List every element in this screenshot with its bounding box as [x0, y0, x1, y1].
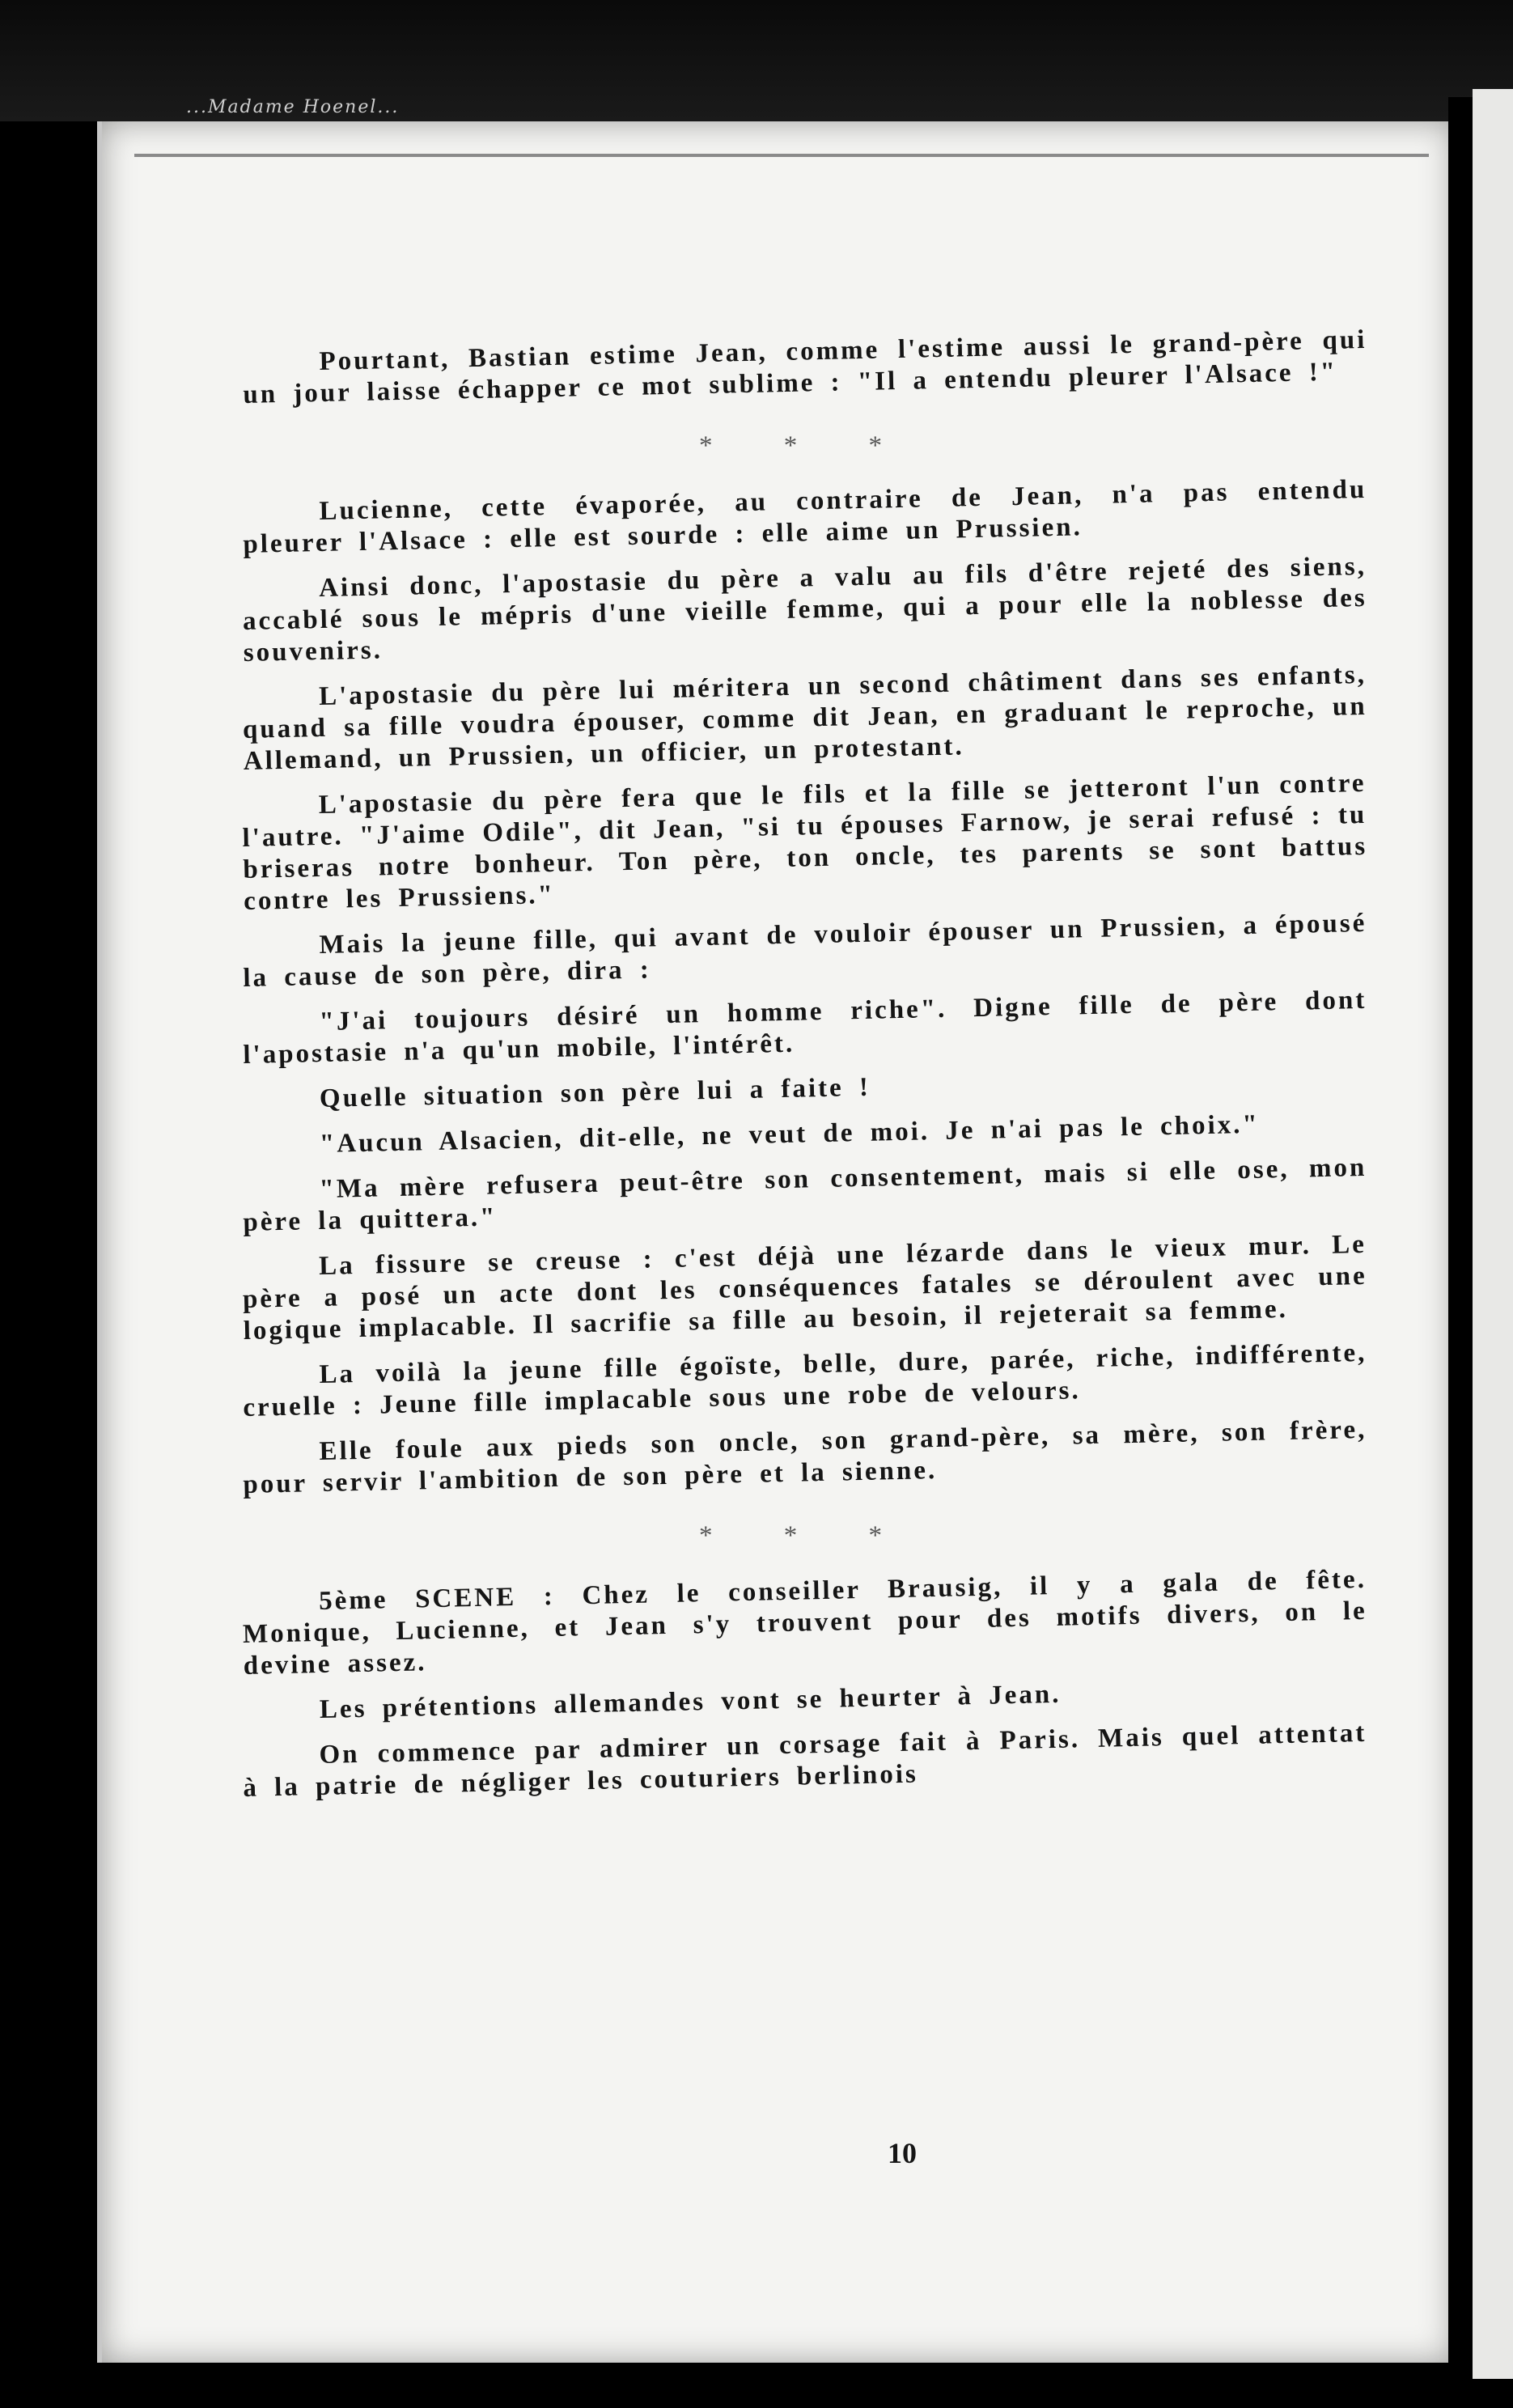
paragraph: Ainsi donc, l'apostasie du père a valu au fils d'être rejeté des siens, accablé sous le mépris d'une vieille femme, qui a pour elle la noblesse des souvenirs. — [242, 551, 1368, 668]
section-separator: * * * — [699, 431, 911, 460]
paragraph: Lucienne, cette évaporée, au contraire de Jean, n'a pas entendu pleurer l'Alsace : elle est sourde : elle aime un Prussien. — [243, 474, 1367, 559]
paragraph: On commence par admirer un corsage fait à Paris. Mais quel attentat à la patrie de négliger les couturiers berlinois — [243, 1718, 1367, 1803]
paragraph: La voilà la jeune fille égoïste, belle, dure, parée, riche, indifférente, cruelle : Jeune fille implacable sous une robe de velours. — [243, 1338, 1367, 1422]
section-separator: * * * — [699, 1521, 911, 1550]
book-gutter — [1448, 97, 1473, 2379]
paragraph: "Ma mère refusera peut-être son consentement, mais si elle ose, mon père la quittera." — [243, 1152, 1367, 1237]
paragraph: "Aucun Alsacien, dit-elle, ne veut de moi. Je n'ai pas le choix." — [319, 1109, 1261, 1159]
paragraph: Les prétentions allemandes vont se heurter à Jean. — [319, 1679, 1062, 1725]
paragraph: 5ème SCENE : Chez le conseiller Brausig, il y a gala de fête. Monique, Lucienne, et Jean s'y trouvent pour des motifs divers, on le devine assez. — [242, 1564, 1368, 1681]
page-number: 10 — [888, 2137, 917, 2169]
paragraph: La fissure se creuse : c'est déjà une lézarde dans le vieux mur. Le père a posé un acte dont les conséquences fatales se déroulent avec une logique implacable. Il sacrifie sa fille au besoin, il rejeterait sa femme. — [242, 1229, 1368, 1346]
page-top-rule — [134, 154, 1429, 157]
paragraph: Elle foule aux pieds son oncle, son grand-père, sa mère, son frère, pour servir l'ambition de son père et la sienne. — [243, 1414, 1367, 1499]
paragraph: Quelle situation son père lui a faite ! — [319, 1072, 871, 1114]
adjacent-page-edge — [1473, 89, 1513, 2379]
paragraph: "J'ai toujours désiré un homme riche". Digne fille de père dont l'apostasie n'a qu'un mobile, l'intérêt. — [243, 985, 1367, 1070]
paragraph: L'apostasie du père lui méritera un second châtiment dans ses enfants, quand sa fille voudra épouser, comme dit Jean, en graduant le reproche, un Allemand, un Prussien, un officier, un protestant. — [242, 659, 1368, 776]
paragraph: L'apostasie du père fera que le fils et la fille se jetteront l'un contre l'autre. "J'aime Odile", dit Jean, "si tu épouses Farnow, je serai refusé : tu briseras notre bonheur. Ton père, ton oncle, tes parents se sont battus contre les Prussiens." — [242, 768, 1368, 916]
paragraph: Pourtant, Bastian estime Jean, comme l'estime aussi le grand-père qui un jour laisse échapper ce mot sublime : "Il a entendu pleurer l'Alsace !" — [243, 324, 1367, 409]
handwritten-header-scrawl: ...Madame Hoenel... — [186, 97, 400, 117]
page-body-text — [242, 324, 1368, 1818]
paragraph: Mais la jeune fille, qui avant de vouloir épouser un Prussien, a épousé la cause de son père, dira : — [243, 908, 1367, 993]
